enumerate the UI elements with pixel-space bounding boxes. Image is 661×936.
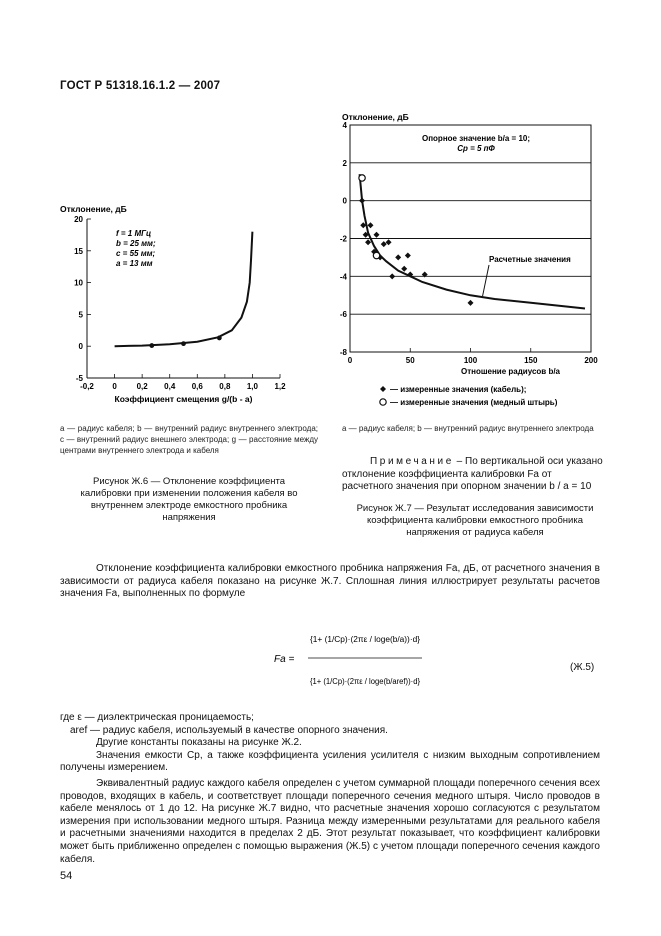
figure-zh6-title: Рисунок Ж.6 — Отклонение коэффициента калибровки при изменении положения кабеля во внутреннем электроде емкостного пробника напряжения — [80, 476, 298, 523]
formula-denominator: {1+ (1/Cp)·(2πε / loge(b/aref))·d} — [310, 677, 421, 686]
figure-zh6-legend: a — радиус кабеля; b — внутренний радиус внутреннего электрода; c — внутренний радиус внешнего электрода; g — расстояние между центрами внутреннего электрода и кабеля — [60, 424, 318, 455]
y-tick-label: 0 — [342, 196, 347, 206]
x-tick-label: 0,8 — [219, 382, 231, 391]
y-tick-label: 10 — [74, 278, 83, 288]
page-number: 54 — [60, 870, 73, 882]
parameter-label: a = 13 мм — [116, 259, 153, 268]
y-tick-label: -4 — [339, 272, 347, 282]
paragraph-capacitance: Значения емкости Cp, а также коэффициента усиления усилителя с низким выходным сопротивлением получены измерением. — [60, 749, 600, 774]
figure-zh7-title: Рисунок Ж.7 — Результат исследования зависимости коэффициента калибровки емкостного пробника напряжения от радиуса кабеля — [356, 503, 594, 538]
calculated-curve — [360, 174, 585, 308]
x-tick-label: 1,0 — [246, 382, 258, 391]
cable-measured-point — [359, 198, 365, 204]
formula-graphic — [270, 612, 430, 704]
calc-label-leader — [483, 265, 489, 296]
formula-numerator: {1+ (1/Cp)·(2πε / loge(b/a))·d} — [310, 635, 421, 644]
y-tick-label: -2 — [339, 234, 347, 244]
cable-measured-point — [395, 254, 401, 260]
legend-cable-marker — [380, 386, 386, 392]
paragraph-text: Отклонение коэффициента калибровки емкостного пробника напряжения Fa, дБ, от расчетного значения в зависимости от радиуса кабеля показано на рисунке Ж.7. Сплошная линия иллюстрирует результаты расчетов значения Fa, выполненных по формуле — [60, 563, 600, 600]
y-tick-label: 5 — [78, 310, 83, 320]
parameter-label: f = 1 МГц — [116, 229, 152, 238]
y-axis-label: Отклонение, дБ — [342, 112, 409, 122]
x-tick-label: 200 — [584, 356, 598, 365]
body-paragraph-1 — [60, 563, 600, 601]
x-tick-label: -0,2 — [80, 382, 94, 391]
y-tick-label: 2 — [342, 158, 347, 168]
legend-pin-marker — [380, 399, 386, 405]
cable-measured-point — [365, 239, 371, 245]
cable-measured-point — [374, 232, 380, 238]
calc-label: Расчетные значения — [489, 255, 571, 264]
parameter-label: c = 55 мм; — [116, 249, 156, 258]
figure-zh7-note — [342, 456, 604, 494]
y-tick-label: -5 — [75, 374, 83, 383]
cable-measured-point — [389, 273, 395, 279]
x-tick-label: 150 — [524, 356, 538, 365]
y-tick-label: -8 — [339, 348, 347, 357]
x-tick-label: 0,2 — [136, 382, 148, 391]
x-tick-label: 100 — [463, 356, 478, 365]
y-axis-label: Отклонение, дБ — [60, 204, 127, 214]
reference-label-line1: Опорное значение b/a = 10; — [421, 134, 531, 143]
y-tick-label: 0 — [78, 342, 83, 352]
legend-cable-label: — измеренные значения (кабель); — [390, 385, 527, 394]
x-tick-label: 0 — [112, 382, 117, 391]
note-head: Примечание — [370, 456, 454, 467]
x-tick-label: 0,6 — [191, 382, 203, 391]
legend-pin-label: — измеренные значения (медный штырь) — [390, 398, 558, 407]
x-axis-label: Отношение радиусов b/a — [460, 367, 560, 376]
body-rest — [60, 712, 600, 866]
x-tick-label: 0,4 — [164, 382, 176, 391]
parameter-label: b = 25 мм; — [116, 239, 156, 248]
where-aref: aref — радиус кабеля, используемый в качестве опорного значения. — [70, 724, 388, 736]
formula-zh5 — [270, 612, 430, 704]
cable-measured-point — [401, 266, 407, 272]
x-tick-label: 50 — [405, 356, 415, 365]
x-tick-label: 1,2 — [274, 382, 286, 391]
paragraph-equivalent-radius: Эквивалентный радиус каждого кабеля определен с учетом суммарной площади поперечного сечения всех проводов, входящих в кабель, и соответствует площади поперечного сечения медного штыря. Число проводов в кабеле менялось от 1 до 12. На рисунке Ж.7 видно, что расчетные значения хорошо согласуются с результатом измерения при использовании медного штыря. Разница между измеренными результатами для реального кабеля и расчетными значениями находится в пределах 2 дБ. Этот результат показывает, что коэффициент калибровки может быть приближенно определен с помощью выражения (Ж.5) с учетом площади поперечного сечения каждого кабеля. — [60, 777, 600, 865]
y-tick-label: 15 — [74, 246, 83, 256]
figure-zh7-legend: a — радиус кабеля; b — внутренний радиус внутреннего электрода — [342, 424, 594, 433]
cable-measured-point — [367, 222, 373, 228]
y-tick-label: -6 — [339, 310, 347, 320]
note-text: – По вертикальной оси указано отклонение коэффициента калибровки Fa от расчетного значения при опорном значении b / a = 10 — [342, 456, 603, 492]
y-tick-label: 20 — [74, 215, 83, 224]
formula-lhs: Fa = — [274, 654, 295, 665]
formula-number: (Ж.5) — [570, 662, 595, 673]
cable-measured-point — [468, 300, 474, 306]
where-epsilon: где ε — диэлектрическая проницаемость; — [60, 712, 254, 723]
reference-label-line2: Cp = 5 пФ — [457, 144, 495, 153]
x-tick-label: 0 — [347, 356, 353, 365]
document-header: ГОСТ Р 51318.16.1.2 — 2007 — [60, 80, 221, 92]
x-axis-label: Коэффициент смещения g/(b - a) — [114, 394, 253, 404]
cable-measured-point — [405, 253, 411, 259]
paragraph-constants: Другие константы показаны на рисунке Ж.2. — [96, 737, 302, 749]
y-tick-label: 4 — [342, 121, 347, 130]
copper-pin-measured-point — [373, 252, 379, 258]
copper-pin-measured-point — [359, 175, 365, 181]
